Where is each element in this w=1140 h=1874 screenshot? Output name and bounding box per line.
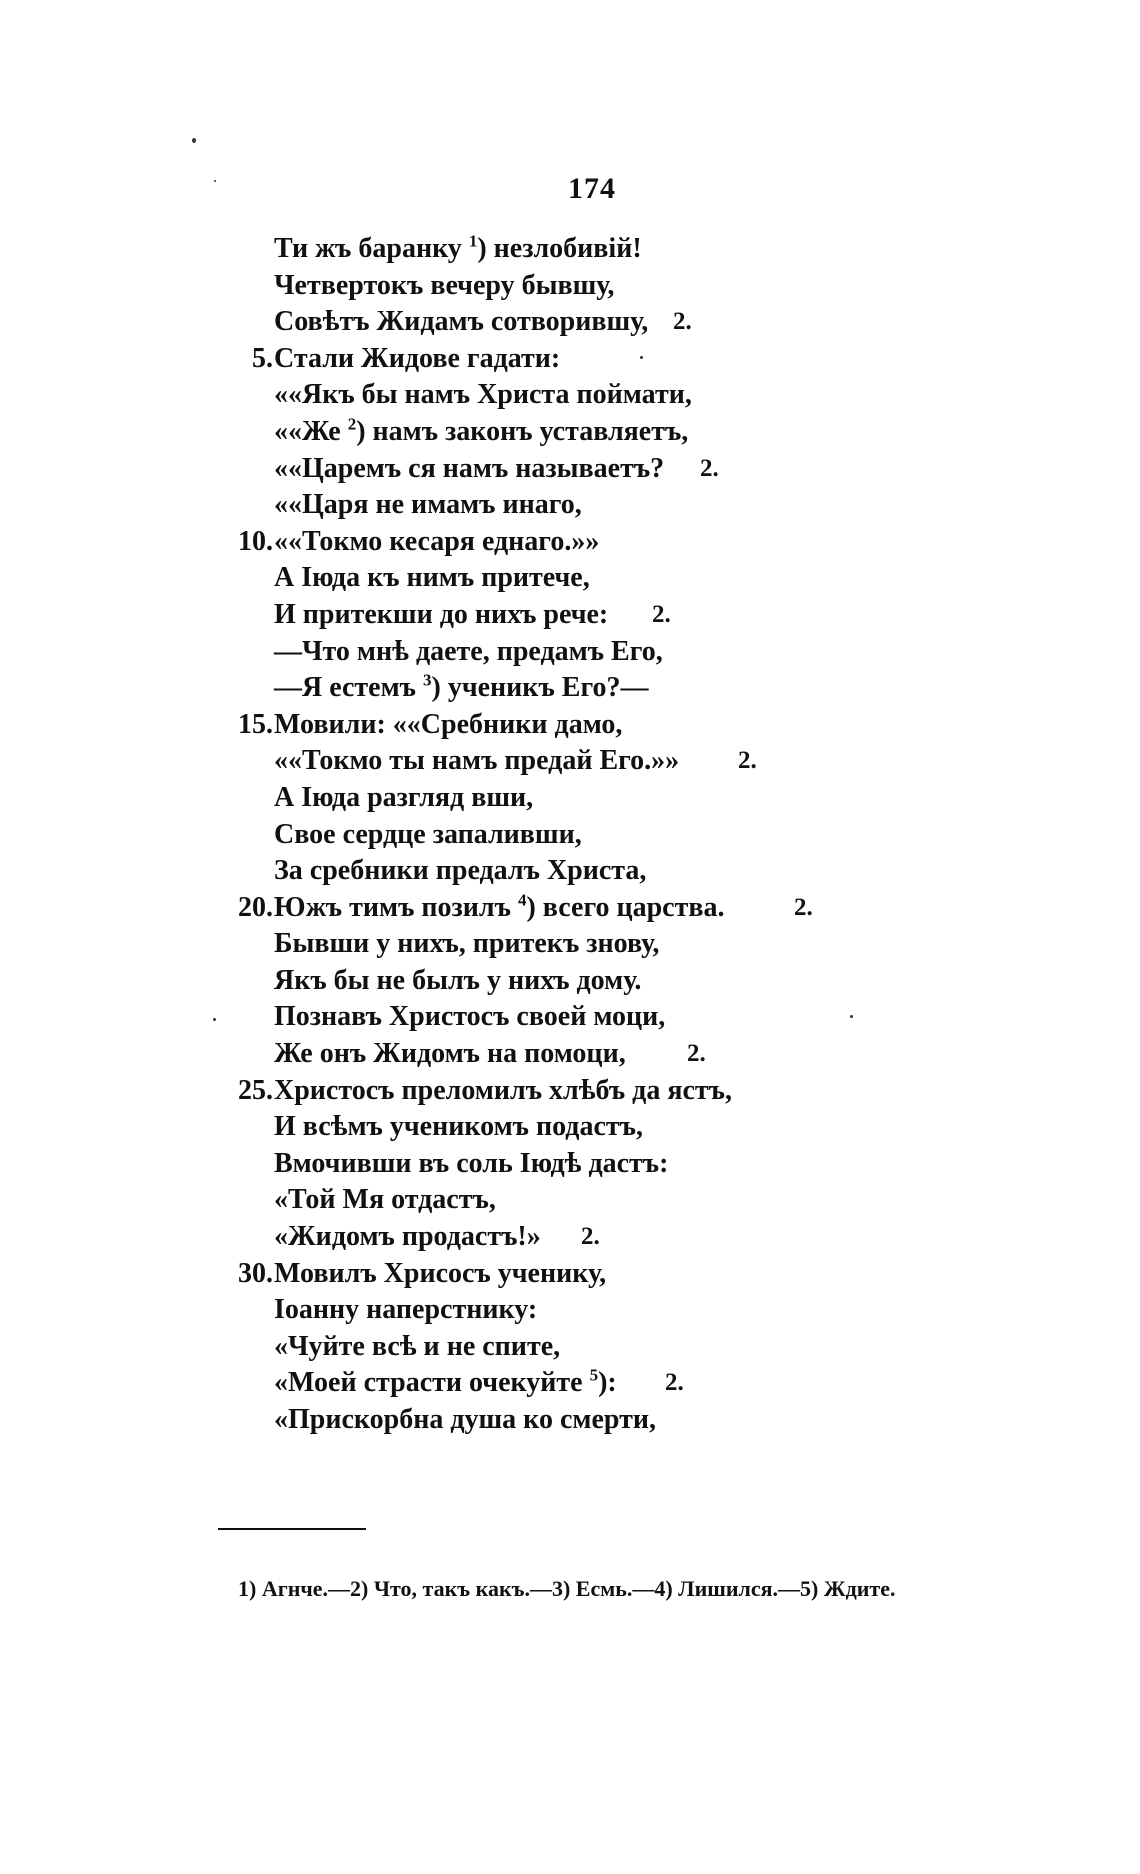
footnote-ref: 4: [517, 890, 527, 910]
verse-line: [0, 341, 1140, 378]
verse-text-part: А Іюда къ нимъ притече,: [274, 562, 590, 594]
verse-text: [274, 524, 599, 561]
verse-line: [0, 1256, 1140, 1293]
verse-text-part: Мовили: ««Сребники дамо,: [274, 708, 623, 740]
verse-text: [274, 1292, 537, 1329]
verse-line: [0, 634, 1140, 671]
line-number: 5.: [252, 342, 273, 374]
verse-text: [274, 743, 679, 780]
verse-text: [274, 414, 688, 451]
verse-line: [0, 890, 1140, 927]
verse-text-part: Южъ тимъ позилъ: [274, 891, 518, 923]
verse-text-part: Бывши у нихъ, притекъ знову,: [274, 928, 660, 960]
verse-text: [274, 341, 560, 378]
verse-line: [0, 1292, 1140, 1329]
repeat-mark: 2.: [665, 1369, 684, 1397]
verse-line: [0, 1036, 1140, 1073]
verse-text-part: ««Токмо ты намъ предай Его.»»: [274, 745, 680, 777]
verse-line: [0, 377, 1140, 414]
verse-line: [0, 1365, 1140, 1402]
verse-text-part: Стали Жидове гадати:: [274, 342, 561, 374]
verse-line: [0, 524, 1140, 561]
line-number: 15.: [238, 708, 273, 740]
verse-line: [0, 817, 1140, 854]
verse-text-part: ««Царемъ ся намъ называетъ?: [274, 452, 665, 484]
verse-line: [0, 1182, 1140, 1219]
verse-line: [0, 743, 1140, 780]
verse-text-part: Мовилъ Хрисосъ ученику,: [274, 1257, 607, 1289]
verse-text: [274, 817, 582, 854]
verse-text: [274, 1036, 626, 1073]
verse-text-part: ) намъ законъ уставляетъ,: [356, 415, 689, 447]
verse-text-part: Ти жъ баранку: [274, 233, 469, 264]
verse-text: [274, 634, 663, 671]
verse-text: [274, 890, 724, 927]
verse-text-part: «Прискорбна душа ко смерти,: [274, 1404, 656, 1435]
verse-line: [0, 963, 1140, 1000]
print-speck: [192, 138, 196, 143]
line-number: 30.: [238, 1257, 273, 1289]
verse-line: [0, 670, 1140, 707]
repeat-mark: 2.: [673, 308, 692, 336]
print-speck: [640, 356, 643, 359]
verse-text-part: ):: [598, 1367, 617, 1399]
footnote-ref: 3: [423, 670, 432, 690]
verse-text: [274, 999, 665, 1036]
verse-text: [274, 1073, 732, 1110]
verse-line: [0, 926, 1140, 963]
verse-line: [0, 560, 1140, 597]
verse-line: [0, 597, 1140, 634]
verse-text: [274, 1365, 617, 1402]
verse-text: [274, 304, 648, 341]
verse-text-part: Іоанну наперстнику:: [274, 1294, 538, 1326]
verse-text: [274, 597, 608, 634]
print-speck: [850, 1015, 853, 1018]
verse-text: [274, 377, 692, 414]
line-number: 25.: [238, 1074, 273, 1106]
verse-line: [0, 1219, 1140, 1256]
verse-text-part: ) всего царства.: [526, 891, 725, 923]
verse-text-part: —Я естемъ: [274, 672, 423, 704]
repeat-mark: 2.: [738, 747, 757, 775]
verse-line: [0, 780, 1140, 817]
verse-line: [0, 487, 1140, 524]
verse-text: [274, 1146, 668, 1183]
footnote-rule: [218, 1528, 366, 1530]
verse-text-part: «Моей страсти очекуйте: [274, 1367, 590, 1399]
verse-text-part: «Чуйте всѣ и не спите,: [274, 1330, 561, 1362]
verse-text: [274, 963, 641, 1000]
verse-text: [274, 231, 642, 268]
verse-line: [0, 231, 1140, 268]
verse-text: [274, 670, 648, 707]
print-speck: [213, 1018, 216, 1021]
footnote-ref: 5: [589, 1366, 599, 1386]
verse-text: [274, 1182, 496, 1219]
verse-text: [274, 1219, 541, 1256]
verse-line: [0, 304, 1140, 341]
verse-text-part: Свое сердце запаливши,: [274, 818, 582, 850]
repeat-mark: 2.: [652, 600, 671, 628]
line-number: 20.: [238, 891, 273, 923]
verse-line: [0, 268, 1140, 305]
verse-text-part: ««Царя не имамъ инаго,: [274, 489, 582, 521]
verse-text: [274, 780, 533, 817]
verse-line: [0, 414, 1140, 451]
verse-text: [274, 1402, 656, 1439]
verse-text: [274, 487, 582, 524]
verse-block: [0, 231, 1140, 1439]
verse-line: [0, 1402, 1140, 1439]
verse-text-part: —Что мнѣ даете, предамъ Его,: [274, 635, 663, 667]
print-speck: [214, 180, 216, 182]
repeat-mark: 2.: [581, 1223, 600, 1251]
verse-line: [0, 707, 1140, 744]
repeat-mark: 2.: [794, 893, 813, 921]
verse-line: [0, 1329, 1140, 1366]
verse-text-part: И притекши до нихъ рече:: [274, 598, 609, 630]
verse-text-part: Же онъ Жидомъ на помоци,: [274, 1038, 626, 1070]
verse-text-part: Четвертокъ вечеру бывшу,: [274, 269, 615, 301]
verse-text-part: И всѣмъ ученикомъ подастъ,: [274, 1111, 643, 1143]
verse-text-part: ) ученикъ Его?—: [431, 672, 649, 704]
verse-text-part: «Жидомъ продастъ!»: [274, 1221, 541, 1253]
verse-text: [274, 1329, 560, 1366]
verse-text: [274, 451, 664, 488]
verse-line: [0, 1073, 1140, 1110]
footnote-ref: 1: [468, 231, 478, 251]
verse-line: [0, 1146, 1140, 1183]
verse-text-part: А Іюда разгляд вши,: [274, 781, 534, 813]
verse-line: [0, 999, 1140, 1036]
verse-text: [274, 707, 622, 744]
verse-text-part: ««Якъ бы намъ Христа поймати,: [274, 379, 692, 411]
verse-line: [0, 1109, 1140, 1146]
verse-text: [274, 926, 659, 963]
verse-text-part: За сребники предалъ Христа,: [274, 855, 647, 887]
verse-text: [274, 1256, 606, 1293]
verse-text: [274, 1109, 643, 1146]
verse-text-part: Познавъ Христосъ своей моци,: [274, 1001, 666, 1033]
footnotes: 1) Агнче.—2) Что, такъ какъ.—3) Есмь.—4) Лишился.—5) Ждите.: [238, 1576, 896, 1601]
verse-text-part: Совѣтъ Жидамъ сотворившу,: [274, 306, 649, 338]
verse-line: [0, 853, 1140, 890]
line-number: 10.: [238, 525, 273, 557]
verse-text-part: ««Же: [274, 415, 348, 447]
verse-text-part: Христосъ преломилъ хлѣбъ да ястъ,: [274, 1074, 732, 1106]
repeat-mark: 2.: [700, 454, 719, 482]
verse-text-part: Вмочивши въ соль Іюдѣ дастъ:: [274, 1147, 669, 1179]
footnote-ref: 2: [347, 414, 357, 434]
verse-text-part: ) незлобивій!: [477, 233, 642, 264]
repeat-mark: 2.: [687, 1040, 706, 1068]
verse-line: [0, 451, 1140, 488]
verse-text-part: ««Токмо кесаря еднаго.»»: [274, 525, 600, 557]
verse-text: [274, 560, 590, 597]
verse-text: [274, 853, 646, 890]
verse-text: [274, 268, 614, 305]
verse-text-part: Якъ бы не былъ у нихъ дому.: [274, 964, 642, 996]
page-number: 174: [568, 172, 616, 205]
verse-text-part: «Той Мя отдастъ,: [274, 1184, 496, 1216]
